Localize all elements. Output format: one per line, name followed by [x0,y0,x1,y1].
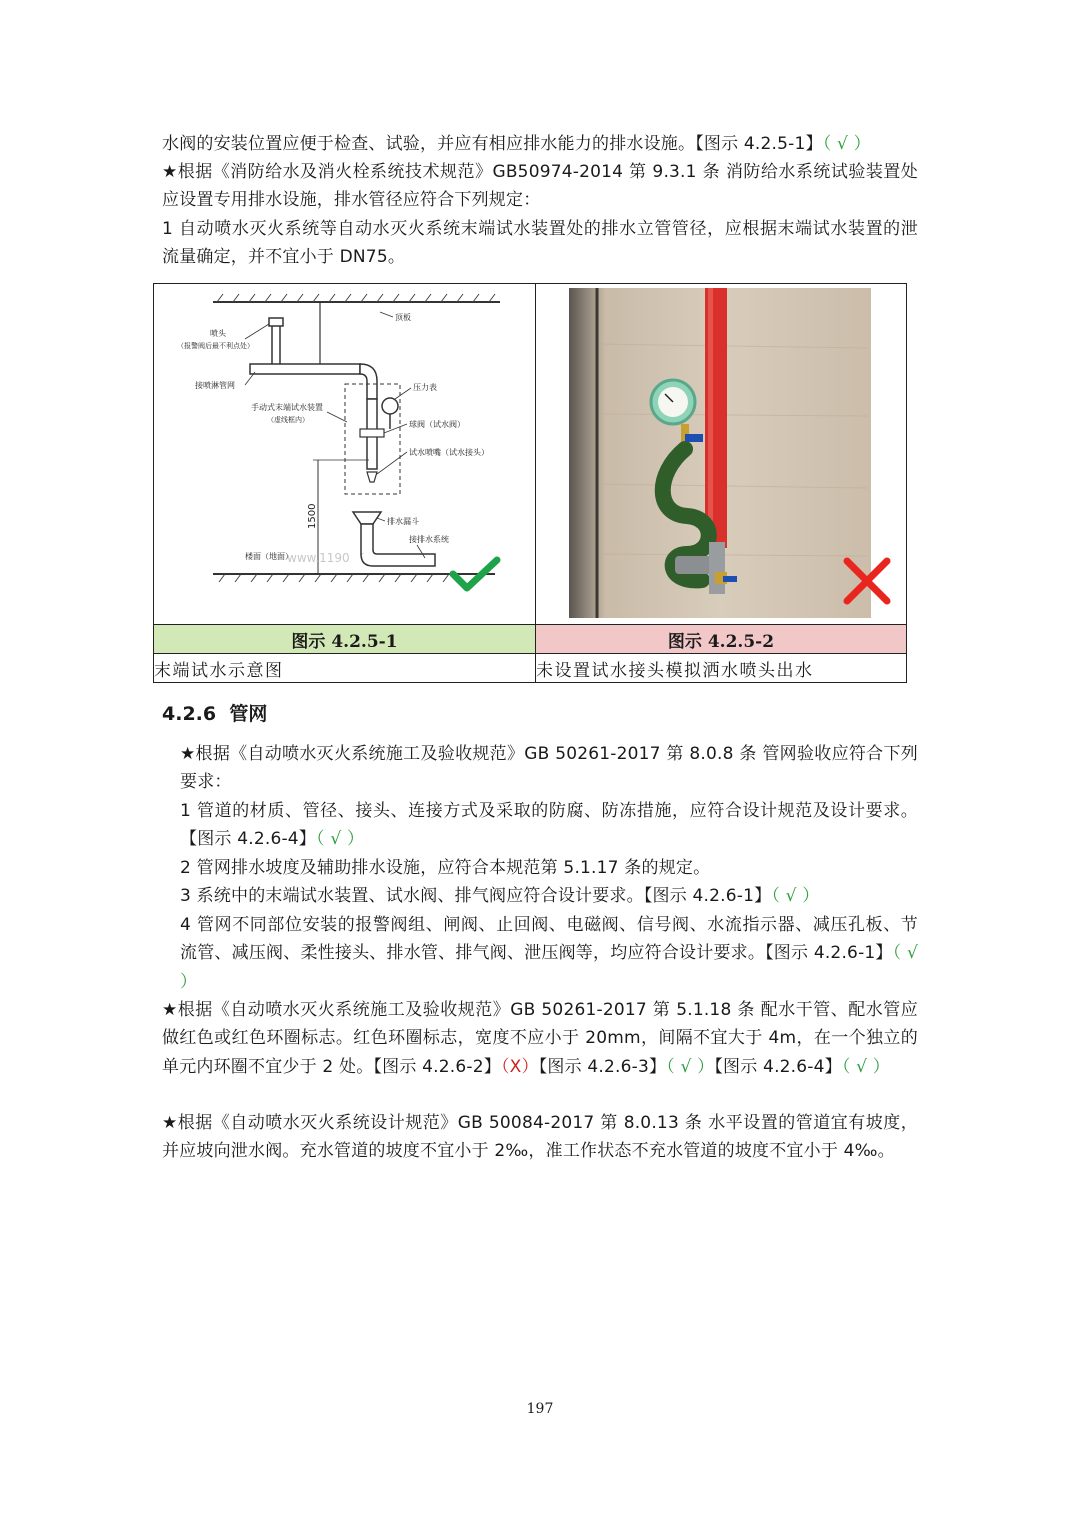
compliance-mark-ok: （ √ ） [841,1056,890,1077]
photo-test-valve [537,284,906,620]
paragraph-gb50974: ★根据《消防给水及消火栓系统技术规范》GB50974-2014 第 9.3.1 条 消防给水系统试验装置处应设置专用排水设施，排水管径应符合下列规定： [162,162,918,211]
figure-right-caption: 图示 4.2.5-2 [536,625,907,654]
figure-reference: 【图示 4.2.6-3】 [538,1056,667,1077]
paragraph-item-1-material [180,797,918,854]
label-drain-system: 接排水系统 [408,535,449,544]
paragraph-item-2-slope: 2 管网排水坡度及辅助排水设施，应符合本规范第 5.1.17 条的规定。 [180,858,711,878]
figure-left-caption: 图示 4.2.5-1 [154,625,536,654]
paragraph-text: 4 管网不同部位安装的报警阀组、闸阀、止回阀、电磁阀、信号阀、水流指示器、减压孔板、节流管、减压阀、柔性接头、排水管、排气阀、泄压阀等，均应符合设计要求。【图示 4.2.6-1】 [180,915,918,964]
figure-right-description: 未设置试水接头模拟洒水喷头出水 [536,654,907,683]
paragraph-gb50261-808: ★根据《自动喷水灭火系统施工及验收规范》GB 50261-2017 第 8.0.8 条 管网验收应符合下列要求： [180,744,918,793]
compliance-mark-ok: （ √ ） [771,886,820,906]
section-heading [162,699,267,726]
label-height: 1500 [306,503,318,529]
label-floor: 楼面（地面） [244,552,293,561]
label-pipe-net: 接喷淋管网 [194,381,235,390]
paragraph-text: 1 管道的材质、管径、接头、连接方式及采取的防腐、防冻措施，应符合设计规范及设计要求。【图示 4.2.6-4】 [180,801,918,850]
compliance-mark-ok: （ √ ） [822,134,871,154]
label-device-note: （虚线框内） [266,416,309,424]
paragraph-drain-valve [162,130,918,158]
paragraph-text: 3 系统中的末端试水装置、试水阀、排气阀应符合设计要求。【图示 4.2.6-1】 [180,886,772,906]
compliance-mark-ok: （ √ ） [666,1056,715,1077]
label-nozzle: 试水喷嘴（试水接头） [408,448,489,457]
label-ball-valve: 球阀（试水阀） [408,420,465,429]
figure-reference: 【图示 4.2.6-4】 [714,1056,842,1077]
paragraph-item-1: 1 自动喷水灭火系统等自动水灭火系统末端试水装置处的排水立管管径，应根据末端试水装置的泄流量确定，并不宜小于 DN75。 [162,219,918,268]
label-sprinkler: 喷头 [209,329,226,338]
paragraph-gb50084: ★根据《自动喷水灭火系统设计规范》GB 50084-2017 第 8.0.13 条 水平设置的管道宜有坡度，并应坡向泄水阀。充水管道的坡度不宜小于 2‰，准工作状态不充水管道的坡度不宜小于 4‰。 [162,1113,918,1162]
figure-right-image [536,284,907,625]
page-number: 197 [526,1401,554,1417]
section-number: 4.2.6 [162,703,217,725]
paragraph-gb50261-5118 [162,996,918,1081]
label-ceiling: 顶板 [394,313,411,322]
figure-table [153,283,907,683]
compliance-mark-ok: （ √ ） [180,943,918,992]
label-drain-funnel: 排水漏斗 [386,517,419,526]
paragraph-item-3-devices [180,882,918,910]
paragraph-text: ★根据《自动喷水灭火系统施工及验收规范》GB 50261-2017 第 5.1.18 条 配水干管、配水管应做红色或红色环圈标志。红色环圈标志，宽度不应小于 20mm，间隔不宜大于 4m，在一个独立的单元内环圈不宜少于 2 处。【图示 4.2.6-2】 [162,1000,918,1077]
compliance-mark-ok: （ √ ） [316,829,365,850]
paragraph-text: 水阀的安装位置应便于检查、试验，并应有相应排水能力的排水设施。【图示 4.2.5-1】 [162,134,823,154]
compliance-mark-bad: （X） [500,1056,539,1077]
end-test-diagram [155,284,535,620]
paragraph-item-4-valves [180,911,918,996]
figure-left-image [154,284,536,625]
label-device: 手动式末端试水装置 [250,403,323,412]
watermark-text: www.1190 [286,551,350,565]
label-gauge: 压力表 [412,383,437,392]
section-title: 管网 [229,703,268,725]
label-sprinkler-note: （报警阀后最不利点处） [176,342,254,350]
figure-left-description: 末端试水示意图 [154,654,536,683]
